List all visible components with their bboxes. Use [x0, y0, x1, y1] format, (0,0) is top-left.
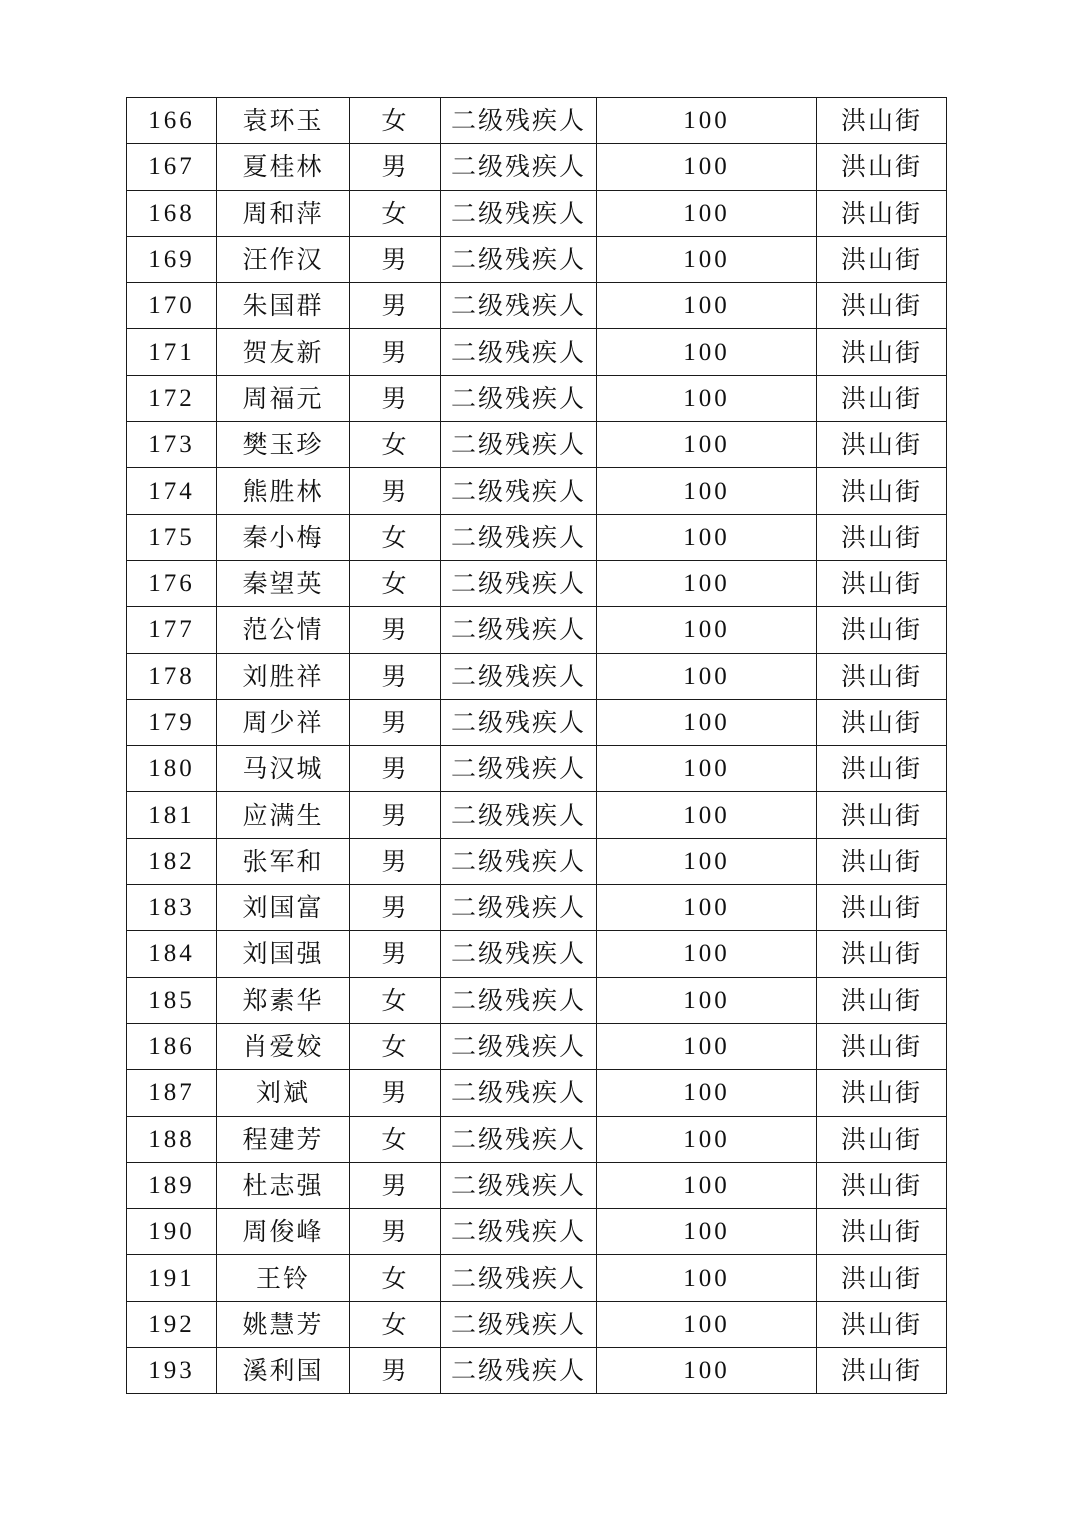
disability-category-cell: 二级残疾人: [441, 931, 597, 977]
name-cell: 马汉城: [217, 746, 350, 792]
roster-table-body: [127, 98, 947, 1394]
name-cell: 秦望英: [217, 560, 350, 606]
table-row: [127, 98, 947, 144]
serial-number-cell: 179: [127, 699, 217, 745]
name-cell: 周俊峰: [217, 1209, 350, 1255]
amount-cell: 100: [597, 607, 817, 653]
serial-number-cell: 193: [127, 1348, 217, 1394]
serial-number-cell: 192: [127, 1301, 217, 1347]
name-cell: 夏桂林: [217, 144, 350, 190]
serial-number-cell: 186: [127, 1023, 217, 1069]
gender-cell: 男: [350, 1070, 441, 1116]
table-row: [127, 1116, 947, 1162]
gender-cell: 男: [350, 1209, 441, 1255]
disability-category-cell: 二级残疾人: [441, 1301, 597, 1347]
street-cell: 洪山街: [817, 607, 947, 653]
table-row: [127, 144, 947, 190]
table-row: [127, 514, 947, 560]
serial-number-cell: 182: [127, 838, 217, 884]
name-cell: 朱国群: [217, 283, 350, 329]
table-row: [127, 1255, 947, 1301]
amount-cell: 100: [597, 236, 817, 282]
table-row: [127, 653, 947, 699]
street-cell: 洪山街: [817, 144, 947, 190]
table-row: [127, 1348, 947, 1394]
amount-cell: 100: [597, 838, 817, 884]
amount-cell: 100: [597, 1070, 817, 1116]
table-row: [127, 977, 947, 1023]
disability-category-cell: 二级残疾人: [441, 283, 597, 329]
table-row: [127, 1162, 947, 1208]
amount-cell: 100: [597, 329, 817, 375]
gender-cell: 男: [350, 699, 441, 745]
street-cell: 洪山街: [817, 98, 947, 144]
street-cell: 洪山街: [817, 190, 947, 236]
street-cell: 洪山街: [817, 977, 947, 1023]
amount-cell: 100: [597, 1023, 817, 1069]
serial-number-cell: 168: [127, 190, 217, 236]
amount-cell: 100: [597, 653, 817, 699]
amount-cell: 100: [597, 1116, 817, 1162]
name-cell: 樊玉珍: [217, 422, 350, 468]
disability-category-cell: 二级残疾人: [441, 746, 597, 792]
disability-category-cell: 二级残疾人: [441, 977, 597, 1023]
disability-category-cell: 二级残疾人: [441, 792, 597, 838]
gender-cell: 男: [350, 468, 441, 514]
gender-cell: 女: [350, 422, 441, 468]
table-row: [127, 931, 947, 977]
serial-number-cell: 170: [127, 283, 217, 329]
disability-category-cell: 二级残疾人: [441, 607, 597, 653]
amount-cell: 100: [597, 1301, 817, 1347]
disability-category-cell: 二级残疾人: [441, 653, 597, 699]
serial-number-cell: 183: [127, 885, 217, 931]
disability-category-cell: 二级残疾人: [441, 190, 597, 236]
disability-category-cell: 二级残疾人: [441, 560, 597, 606]
amount-cell: 100: [597, 190, 817, 236]
amount-cell: 100: [597, 1162, 817, 1208]
gender-cell: 女: [350, 190, 441, 236]
disability-category-cell: 二级残疾人: [441, 98, 597, 144]
serial-number-cell: 174: [127, 468, 217, 514]
gender-cell: 女: [350, 1023, 441, 1069]
table-row: [127, 607, 947, 653]
serial-number-cell: 189: [127, 1162, 217, 1208]
street-cell: 洪山街: [817, 1255, 947, 1301]
table-row: [127, 1301, 947, 1347]
serial-number-cell: 190: [127, 1209, 217, 1255]
gender-cell: 女: [350, 1301, 441, 1347]
serial-number-cell: 169: [127, 236, 217, 282]
street-cell: 洪山街: [817, 1209, 947, 1255]
amount-cell: 100: [597, 560, 817, 606]
street-cell: 洪山街: [817, 283, 947, 329]
gender-cell: 男: [350, 607, 441, 653]
street-cell: 洪山街: [817, 1116, 947, 1162]
table-row: [127, 375, 947, 421]
gender-cell: 女: [350, 977, 441, 1023]
disability-category-cell: 二级残疾人: [441, 885, 597, 931]
name-cell: 姚慧芳: [217, 1301, 350, 1347]
serial-number-cell: 187: [127, 1070, 217, 1116]
name-cell: 郑素华: [217, 977, 350, 1023]
name-cell: 王铃: [217, 1255, 350, 1301]
amount-cell: 100: [597, 514, 817, 560]
gender-cell: 男: [350, 329, 441, 375]
amount-cell: 100: [597, 468, 817, 514]
disability-category-cell: 二级残疾人: [441, 329, 597, 375]
serial-number-cell: 178: [127, 653, 217, 699]
amount-cell: 100: [597, 144, 817, 190]
amount-cell: 100: [597, 1209, 817, 1255]
name-cell: 汪作汉: [217, 236, 350, 282]
street-cell: 洪山街: [817, 422, 947, 468]
disability-category-cell: 二级残疾人: [441, 1209, 597, 1255]
serial-number-cell: 172: [127, 375, 217, 421]
name-cell: 应满生: [217, 792, 350, 838]
street-cell: 洪山街: [817, 1301, 947, 1347]
name-cell: 秦小梅: [217, 514, 350, 560]
name-cell: 张军和: [217, 838, 350, 884]
street-cell: 洪山街: [817, 792, 947, 838]
serial-number-cell: 177: [127, 607, 217, 653]
gender-cell: 男: [350, 375, 441, 421]
gender-cell: 女: [350, 560, 441, 606]
name-cell: 周和萍: [217, 190, 350, 236]
street-cell: 洪山街: [817, 468, 947, 514]
name-cell: 袁环玉: [217, 98, 350, 144]
gender-cell: 女: [350, 1255, 441, 1301]
name-cell: 肖爱姣: [217, 1023, 350, 1069]
name-cell: 程建芳: [217, 1116, 350, 1162]
serial-number-cell: 185: [127, 977, 217, 1023]
serial-number-cell: 181: [127, 792, 217, 838]
street-cell: 洪山街: [817, 560, 947, 606]
amount-cell: 100: [597, 375, 817, 421]
gender-cell: 男: [350, 236, 441, 282]
disability-category-cell: 二级残疾人: [441, 514, 597, 560]
street-cell: 洪山街: [817, 746, 947, 792]
name-cell: 周少祥: [217, 699, 350, 745]
gender-cell: 男: [350, 1162, 441, 1208]
amount-cell: 100: [597, 746, 817, 792]
amount-cell: 100: [597, 977, 817, 1023]
street-cell: 洪山街: [817, 375, 947, 421]
table-row: [127, 468, 947, 514]
disability-category-cell: 二级残疾人: [441, 1162, 597, 1208]
serial-number-cell: 173: [127, 422, 217, 468]
table-row: [127, 422, 947, 468]
amount-cell: 100: [597, 98, 817, 144]
serial-number-cell: 171: [127, 329, 217, 375]
name-cell: 熊胜林: [217, 468, 350, 514]
roster-table: [126, 97, 947, 1394]
table-row: [127, 190, 947, 236]
name-cell: 杜志强: [217, 1162, 350, 1208]
table-row: [127, 885, 947, 931]
amount-cell: 100: [597, 699, 817, 745]
street-cell: 洪山街: [817, 1070, 947, 1116]
gender-cell: 男: [350, 792, 441, 838]
disability-category-cell: 二级残疾人: [441, 422, 597, 468]
serial-number-cell: 175: [127, 514, 217, 560]
disability-category-cell: 二级残疾人: [441, 699, 597, 745]
table-row: [127, 329, 947, 375]
gender-cell: 女: [350, 98, 441, 144]
gender-cell: 男: [350, 931, 441, 977]
serial-number-cell: 188: [127, 1116, 217, 1162]
street-cell: 洪山街: [817, 838, 947, 884]
disability-category-cell: 二级残疾人: [441, 1348, 597, 1394]
amount-cell: 100: [597, 283, 817, 329]
gender-cell: 男: [350, 1348, 441, 1394]
street-cell: 洪山街: [817, 653, 947, 699]
table-row: [127, 236, 947, 282]
street-cell: 洪山街: [817, 1162, 947, 1208]
serial-number-cell: 176: [127, 560, 217, 606]
table-row: [127, 1070, 947, 1116]
gender-cell: 男: [350, 746, 441, 792]
name-cell: 范公情: [217, 607, 350, 653]
amount-cell: 100: [597, 422, 817, 468]
name-cell: 周福元: [217, 375, 350, 421]
name-cell: 刘斌: [217, 1070, 350, 1116]
serial-number-cell: 166: [127, 98, 217, 144]
disability-category-cell: 二级残疾人: [441, 236, 597, 282]
disability-category-cell: 二级残疾人: [441, 468, 597, 514]
gender-cell: 男: [350, 144, 441, 190]
amount-cell: 100: [597, 885, 817, 931]
table-row: [127, 1209, 947, 1255]
table-row: [127, 283, 947, 329]
street-cell: 洪山街: [817, 1023, 947, 1069]
gender-cell: 女: [350, 1116, 441, 1162]
table-row: [127, 746, 947, 792]
gender-cell: 男: [350, 653, 441, 699]
disability-category-cell: 二级残疾人: [441, 838, 597, 884]
serial-number-cell: 180: [127, 746, 217, 792]
street-cell: 洪山街: [817, 885, 947, 931]
name-cell: 刘胜祥: [217, 653, 350, 699]
table-row: [127, 560, 947, 606]
gender-cell: 男: [350, 283, 441, 329]
serial-number-cell: 191: [127, 1255, 217, 1301]
amount-cell: 100: [597, 792, 817, 838]
street-cell: 洪山街: [817, 236, 947, 282]
gender-cell: 男: [350, 885, 441, 931]
street-cell: 洪山街: [817, 931, 947, 977]
disability-category-cell: 二级残疾人: [441, 1023, 597, 1069]
name-cell: 刘国富: [217, 885, 350, 931]
table-row: [127, 792, 947, 838]
name-cell: 溪利国: [217, 1348, 350, 1394]
amount-cell: 100: [597, 1348, 817, 1394]
street-cell: 洪山街: [817, 514, 947, 560]
gender-cell: 男: [350, 838, 441, 884]
disability-category-cell: 二级残疾人: [441, 1116, 597, 1162]
street-cell: 洪山街: [817, 699, 947, 745]
street-cell: 洪山街: [817, 1348, 947, 1394]
street-cell: 洪山街: [817, 329, 947, 375]
disability-category-cell: 二级残疾人: [441, 1255, 597, 1301]
table-row: [127, 838, 947, 884]
serial-number-cell: 184: [127, 931, 217, 977]
name-cell: 贺友新: [217, 329, 350, 375]
table-row: [127, 1023, 947, 1069]
disability-category-cell: 二级残疾人: [441, 144, 597, 190]
gender-cell: 女: [350, 514, 441, 560]
disability-category-cell: 二级残疾人: [441, 375, 597, 421]
amount-cell: 100: [597, 1255, 817, 1301]
disability-category-cell: 二级残疾人: [441, 1070, 597, 1116]
table-row: [127, 699, 947, 745]
serial-number-cell: 167: [127, 144, 217, 190]
amount-cell: 100: [597, 931, 817, 977]
name-cell: 刘国强: [217, 931, 350, 977]
